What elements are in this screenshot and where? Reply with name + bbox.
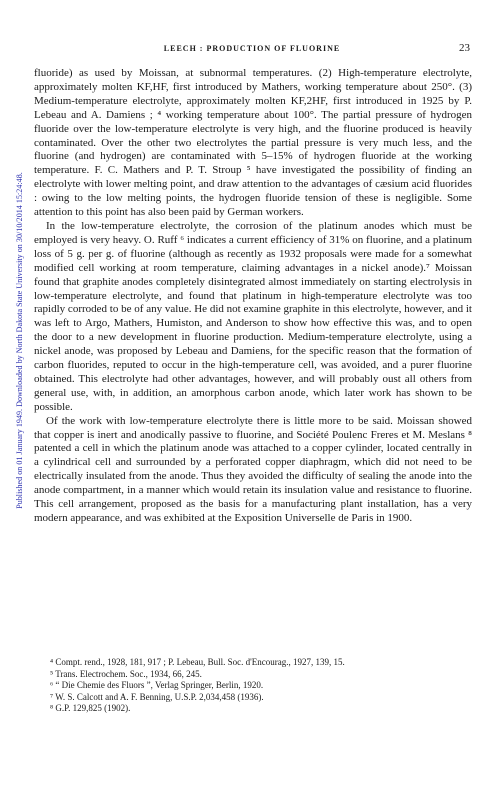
download-watermark-text[interactable]: Published on 01 January 1949. Downloaded by North Dakota State University on 30/10/2014 15:24:48. [14, 171, 24, 509]
paragraph: In the low-temperature electrolyte, the corrosion of the platinum anodes which must be employed is very heavy. O. Ruff ⁶ indicates a current efficiency of 31% on fluorine, and a platinum loss of 5 g. per g. of fluorine (although as recently as 1932 proposals were made for a somewhat modified cell working at room temperature, claiming advantages in a nickel anode).⁷ Moissan found that graphite anodes completely disintegrated almost immediately on starting electrolysis in low-temperature electrolyte, and found that platinum in high-temperature electrolyte was too rapidly corroded to be of any value. He did not examine graphite in this electrolyte, however, and it was left to Argo, Mathers, Humiston, and Anderson to show how effective this was, and to open the door to a new development in fluorine production. Medium-temperature electrolyte, using a nickel anode, was proposed by Lebeau and Damiens, for the specific reason that the formation of carbon fluorides, reputed to occur in the high-temperature cell, was avoided, and a purer fluorine obtained. This electrolyte had other advantages, however, and will probably oust all others from general use, with, in addition, an amorphous carbon anode, which later work has shown to be possible. [34, 219, 472, 413]
page-number: 23 [459, 42, 470, 54]
footnote: ⁴ Compt. rend., 1928, 181, 917 ; P. Lebeau, Bull. Soc. d'Encourag., 1927, 139, 15. [50, 657, 345, 667]
footnote: ⁶ “ Die Chemie des Fluors ”, Verlag Springer, Berlin, 1920. [50, 680, 264, 691]
footnote: ⁷ W. S. Calcott and A. F. Benning, U.S.P. 2,034,458 (1936). [50, 691, 264, 702]
footnote: ⁸ G.P. 129,825 (1902). [50, 703, 131, 714]
download-watermark [14, 50, 24, 630]
paragraph: fluoride) as used by Moissan, at subnormal temperatures. (2) High-temperature electrolyte, approximately molten KF,HF, first introduced by Mathers, working temperature about 250°. (3) Medium-temperature electrolyte, approximately molten KF,2HF, first introduced in 1925 by P. Lebeau and A. Damiens ; ⁴ working temperature about 100°. The partial pressure of hydrogen fluoride over the low-temperature electrolyte is very high, and the fluorine produced is heavily contaminated. Over the other two electrolytes the partial pressure is very much less, and the fluorine (and hydrogen) are contaminated with 5–15% of hydrogen fluoride at the working temperature. F. C. Mathers and P. T. Stroup ⁵ have investigated the possibility of finding an electrolyte with lower melting point, and draw attention to the advantages of cæsium acid fluorides : owing to the low melting points, the hydrogen fluoride tension of these is negligible. Some attention to this point has also been paid by German workers. [34, 67, 472, 219]
running-title: LEECH : PRODUCTION OF FLUORINE [163, 44, 341, 53]
footnote: ⁵ Trans. Electrochem. Soc., 1934, 66, 245. [50, 668, 202, 679]
article-body [34, 67, 472, 526]
paragraph: Of the work with low-temperature electrolyte there is little more to be said. Moissan showed that copper is inert and anodically passive to fluorine, and Société Poulenc Freres et M. Meslans ⁸ patented a cell in which the platinum anode was attached to a copper cylinder, located centrally in a cylindrical cell and surrounded by a perforated copper diaphragm, which did not need to be electrically insulated from the anode. Thus they avoided the difficulty of sealing the anode into the anode compartment, in a manner which would retain its insulation value and resistance to fluorine. This cell arrangement, proposed as the basis for a manufacturing plant installation, has a very modern appearance, and was exhibited at the Exposition Universelle de Paris in 1900. [34, 414, 472, 524]
page-header [34, 44, 470, 58]
footnotes [50, 657, 472, 715]
